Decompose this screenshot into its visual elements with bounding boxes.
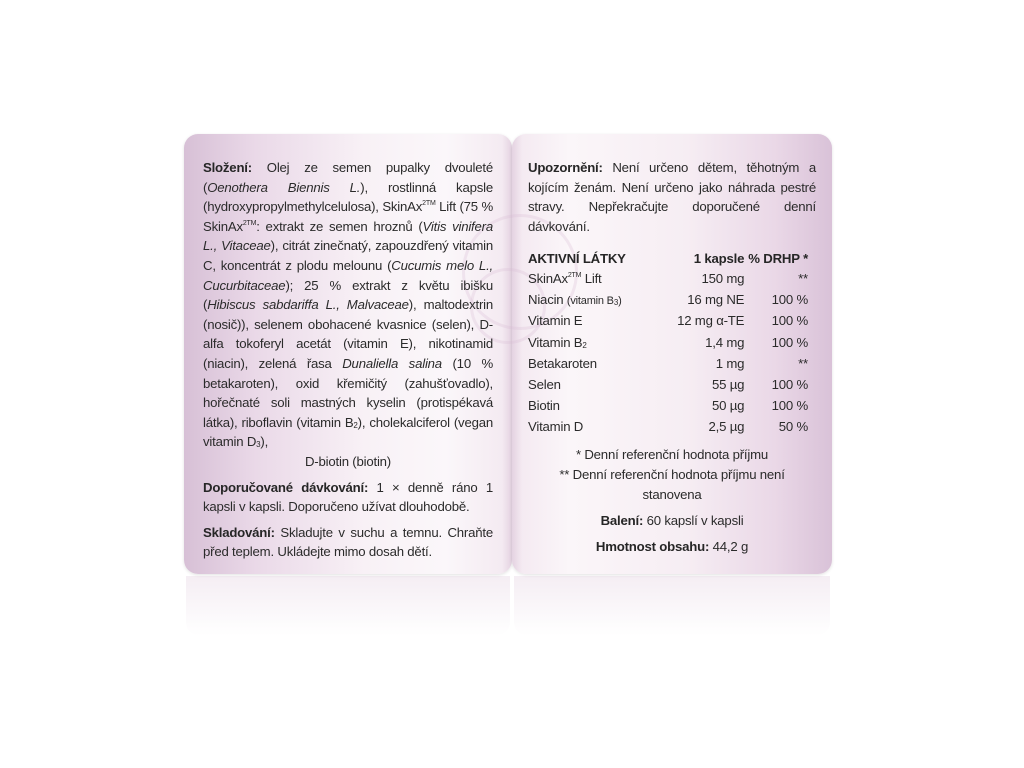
substance-amount: 16 mg NE (687, 292, 745, 308)
substance-note-end: ) (618, 295, 622, 308)
substance-suffix: Lift (581, 271, 602, 287)
substance-drhp: 100 % (771, 398, 808, 414)
composition-text: Lift (75 % SkinAx (203, 199, 494, 234)
substance-amount: 12 mg α-TE (677, 313, 745, 329)
package-heading: Balení: (600, 513, 644, 528)
right-panel-text (528, 158, 816, 236)
active-substances-table (528, 248, 812, 438)
table-header-row (528, 248, 812, 268)
composition-text: (10 % betakaroten), oxid křemičitý (zahušťovadlo), hořečnaté soli mastných kyselin (protispékavá látka), riboflavin (vitamin B (203, 355, 494, 430)
substance-drhp: 100 % (771, 377, 808, 393)
substance-drhp: ** (798, 355, 808, 371)
substance-name (528, 374, 654, 395)
composition-text: ), cholekalciferol (vegan vitamin D (203, 414, 493, 450)
substance-amount: 50 µg (712, 398, 745, 414)
composition-sub: 3 (256, 440, 261, 450)
composition-last-line: D-biotin (biotin) (304, 453, 391, 469)
composition-italic: Cucumis melo L., Cucurbitaceae (203, 257, 493, 293)
footnote-double-star: ** Denní referenční hodnota příjmu není stanovena (559, 467, 785, 502)
dosage-heading: Doporučované dávkování: (203, 479, 369, 495)
substance-sub: 2 (582, 340, 587, 350)
composition-text: ), (260, 434, 269, 450)
table-row (528, 395, 812, 416)
substance-amount: 55 µg (712, 377, 745, 393)
table-header-substance: AKTIVNÍ LÁTKY (528, 250, 626, 266)
substance-name-text: Selen (528, 377, 561, 393)
substance-amount: 1 mg (715, 355, 745, 371)
substance-drhp: 100 % (771, 334, 808, 350)
dosage-paragraph (203, 478, 493, 517)
substance-sup: 2TM (567, 272, 582, 280)
substance-note: (vitamin B (566, 295, 614, 308)
warning-paragraph (528, 158, 816, 236)
composition-paragraph (203, 158, 493, 452)
footnotes (528, 445, 816, 557)
warning-heading: Upozornění: (528, 160, 603, 175)
table-row (528, 353, 812, 374)
substance-name-text: Niacin (528, 292, 567, 308)
package-text: 60 kapslí v kapsli (643, 513, 744, 528)
warning-text: Není určeno dětem, těhotným a kojícím ženám. Není určeno jako náhrada pestré stravy. Nepřekračujte doporučené denní dávkování. (528, 160, 816, 234)
table-header-drhp: % DRHP * (748, 250, 808, 266)
footnote-single-star: * Denní referenční hodnota příjmu (575, 447, 769, 462)
table-row (528, 289, 812, 310)
weight-text: 44,2 g (709, 539, 749, 554)
substance-name (528, 395, 654, 416)
composition-italic: Hibiscus sabdariffa L., Malvaceae (207, 297, 409, 313)
table-row (528, 374, 812, 395)
package-line (528, 511, 816, 531)
table-row (528, 268, 812, 289)
storage-heading: Skladování: (203, 524, 275, 540)
composition-text: : extrakt ze semen hroznů ( (256, 218, 423, 234)
composition-italic: Vitis vinifera L., Vitaceae (203, 218, 493, 254)
substance-amount: 2,5 µg (708, 419, 745, 435)
composition-sup: 2TM (422, 200, 436, 208)
substance-name-text: Vitamin D (528, 419, 584, 435)
composition-sub: 2 (353, 420, 358, 430)
table-row (528, 310, 812, 331)
substance-name-text: Biotin (528, 398, 560, 414)
composition-italic: Oenothera Biennis L. (207, 179, 361, 195)
table-header-amount: 1 kapsle (693, 250, 745, 266)
substance-name-text: Vitamin E (528, 313, 583, 329)
storage-text: Skladujte v suchu a temnu. Chraňte před teplem. Ukládejte mimo dosah dětí. (203, 524, 493, 560)
substance-drhp: 50 % (778, 419, 808, 435)
table-row (528, 332, 812, 353)
table-row (528, 416, 812, 437)
composition-text: ), citrát zinečnatý, zapouzdřený vitamin C, koncentrát z plodu melounu ( (203, 238, 493, 273)
composition-italic: Dunaliella salina (342, 355, 442, 371)
weight-heading: Hmotnost obsahu: (595, 539, 710, 554)
substance-name (528, 332, 654, 353)
table-body (528, 268, 812, 438)
left-panel-text (203, 158, 493, 568)
substance-name-text: Betakaroten (528, 355, 597, 371)
substance-drhp: 100 % (771, 292, 808, 308)
substance-name-text: SkinAx (528, 271, 568, 287)
substance-drhp: ** (798, 271, 808, 287)
storage-paragraph (203, 523, 493, 562)
composition-text: ), rostlinná kapsle (hydroxypropylmethylcelulosa), SkinAx (203, 179, 493, 215)
substance-name (528, 289, 654, 310)
substance-amount: 150 mg (701, 271, 745, 287)
composition-text: ), maltodextrin (nosič)), selenem obohacené kvasnice (selen), D-alfa tokoferyl acetát (vitamin E), nikotinamid (niacin), zelená řasa (203, 297, 493, 371)
composition-text: ); 25 % extrakt z květu ibišku ( (203, 277, 493, 313)
composition-sup: 2TM (242, 219, 257, 227)
substance-name (528, 310, 654, 331)
composition-heading: Složení: (203, 160, 252, 175)
substance-name (528, 353, 654, 374)
dosage-text: 1 × denně ráno 1 kapsli v kapsli. Doporučeno užívat dlouhodobě. (203, 479, 493, 515)
substance-name-text: Vitamin B (528, 334, 583, 350)
substance-name (528, 416, 654, 437)
substance-name (528, 268, 654, 289)
weight-line (528, 537, 816, 557)
composition-text: Olej ze semen pupalky dvouleté ( (203, 160, 493, 195)
substance-drhp: 100 % (771, 313, 808, 329)
left-panel-reflection (186, 576, 510, 636)
substance-sub: 3 (613, 298, 619, 308)
right-panel-reflection (514, 576, 830, 636)
substance-amount: 1,4 mg (705, 334, 745, 350)
